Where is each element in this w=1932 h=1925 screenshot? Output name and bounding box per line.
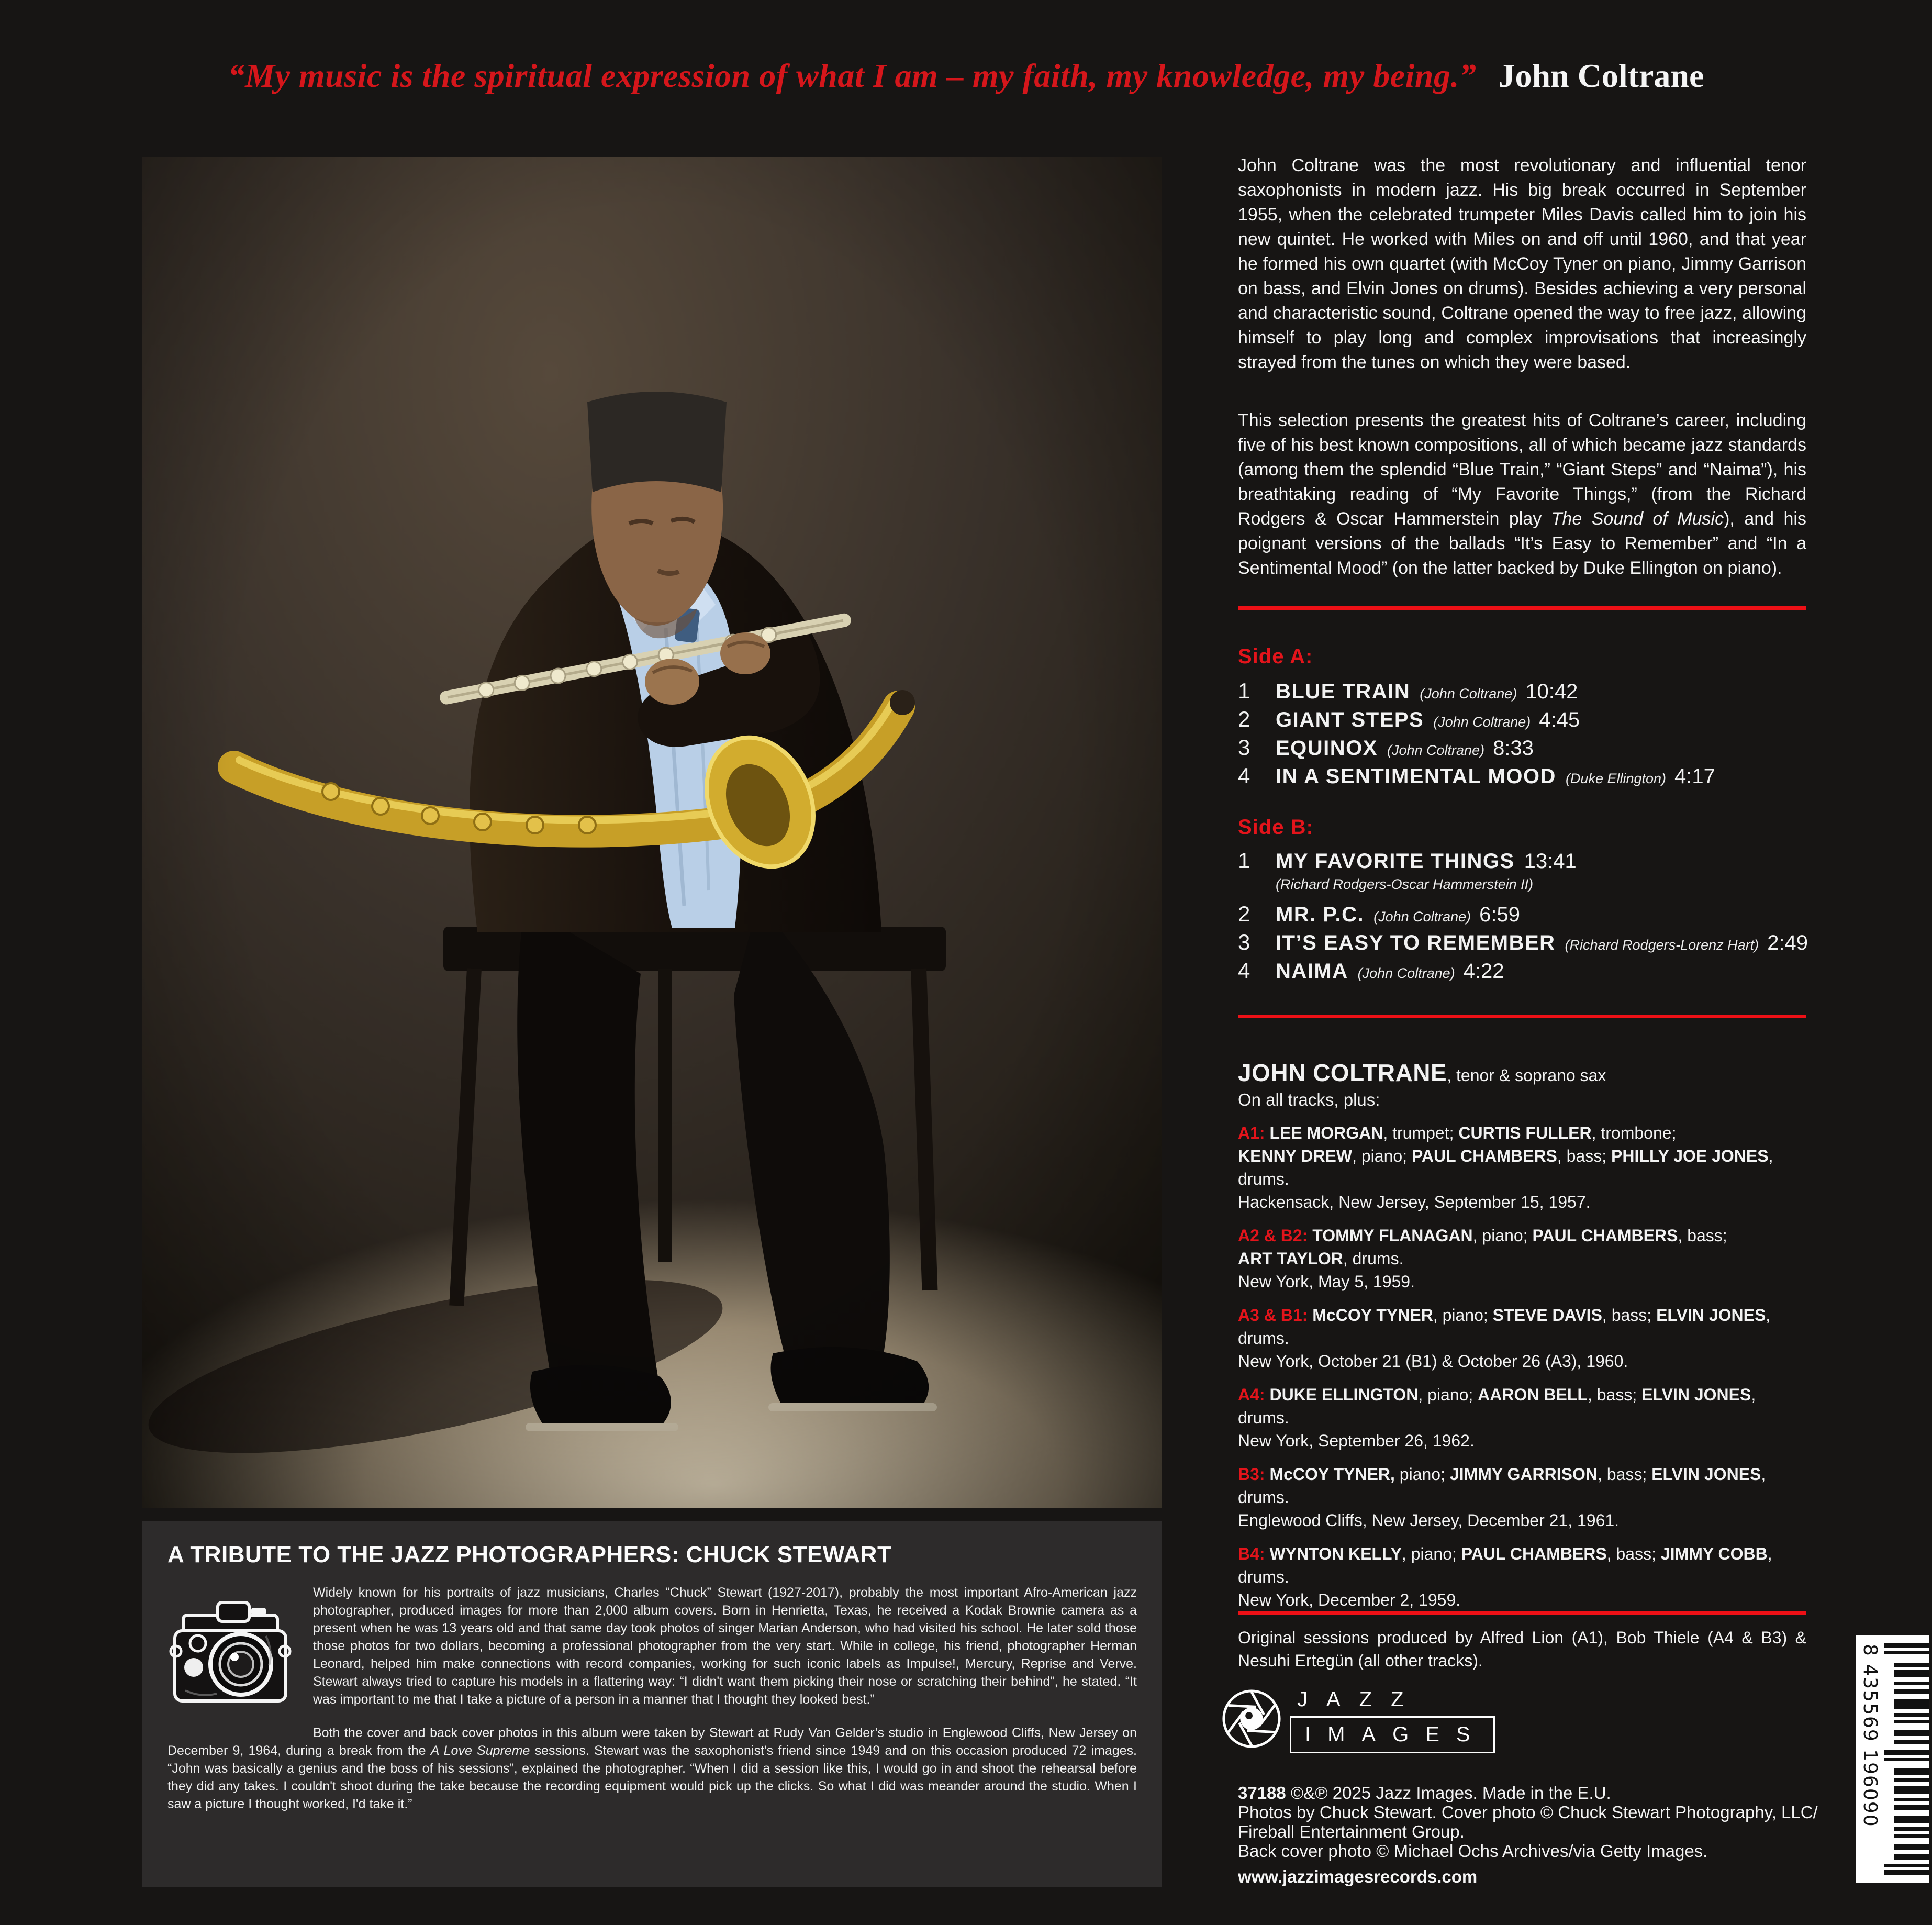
instrument-text: , piano; xyxy=(1401,1544,1461,1563)
musician-name: ELVIN JONES xyxy=(1656,1306,1766,1325)
track-time: 10:42 xyxy=(1525,680,1578,703)
instrument-text: , bass; xyxy=(1557,1147,1612,1165)
instrument-text: , piano; xyxy=(1352,1147,1412,1165)
tribute-title: A TRIBUTE TO THE JAZZ PHOTOGRAPHERS: CHUCK STEWART xyxy=(167,1542,892,1567)
instrument-text: , bass; xyxy=(1678,1226,1727,1245)
personnel-note: On all tracks, plus: xyxy=(1238,1090,1380,1109)
track-row xyxy=(1238,678,1806,707)
track-time: 13:41 xyxy=(1524,850,1577,873)
session-location: Englewood Cliffs, New Jersey, December 21, 1961. xyxy=(1238,1511,1620,1530)
musician-name: STEVE DAVIS xyxy=(1492,1306,1602,1325)
instrument-text: , piano; xyxy=(1472,1226,1533,1245)
intro-paragraph-2 xyxy=(1238,408,1806,581)
personnel-label: A4: xyxy=(1238,1385,1270,1404)
personnel-line xyxy=(1238,1542,1806,1588)
produced-by-text: Original sessions produced by Alfred Lion (A1), Bob Thiele (A4 & B3) & Nesuhi Ertegün (all other tracks). xyxy=(1238,1628,1806,1670)
track-title: MY FAVORITE THINGS xyxy=(1276,850,1515,873)
musician-name: PAUL CHAMBERS xyxy=(1411,1147,1557,1165)
divider-2 xyxy=(1238,1015,1806,1018)
track-number: 1 xyxy=(1238,678,1250,703)
track-composer: (John Coltrane) xyxy=(1420,686,1517,702)
track-row xyxy=(1238,707,1806,735)
track-row xyxy=(1238,848,1806,876)
musician-name: CURTIS FULLER xyxy=(1458,1123,1592,1142)
track-time: 4:22 xyxy=(1463,960,1504,983)
track-composer: (John Coltrane) xyxy=(1373,909,1471,925)
personnel-line xyxy=(1238,1463,1806,1509)
personnel-line xyxy=(1238,1144,1806,1190)
musician-name: McCOY TYNER, xyxy=(1269,1465,1395,1484)
musician-name: JIMMY GARRISON xyxy=(1449,1465,1598,1484)
track-number: 1 xyxy=(1238,848,1250,873)
divider-1 xyxy=(1238,606,1806,610)
personnel-entry xyxy=(1238,1383,1806,1452)
instrument-text: piano; xyxy=(1394,1465,1450,1484)
track-number: 2 xyxy=(1238,902,1250,926)
instrument-text: , drums. xyxy=(1238,1465,1766,1507)
track-time: 8:33 xyxy=(1493,737,1534,760)
text-segment: ), and his poignant versions of the ballads “It’s Easy to Remember” and “In a Sentimental Mood” (on the latter backed by Duke Ellington on piano). xyxy=(1238,509,1806,578)
track-composer: (John Coltrane) xyxy=(1433,714,1531,730)
camera-illustration xyxy=(167,1586,293,1732)
instrument-text: , drums. xyxy=(1238,1385,1756,1427)
quote-author: John Coltrane xyxy=(1498,57,1704,94)
musician-name: ELVIN JONES xyxy=(1641,1385,1751,1404)
session-location: Hackensack, New Jersey, September 15, 1957. xyxy=(1238,1193,1591,1211)
musician-name: KENNY DREW xyxy=(1238,1147,1353,1165)
instrument-text: , trumpet; xyxy=(1383,1123,1459,1142)
track-title: MR. P.C. xyxy=(1276,903,1365,926)
instrument-text: , bass; xyxy=(1587,1385,1642,1404)
personnel-entry xyxy=(1238,1463,1806,1532)
musician-name: AARON BELL xyxy=(1478,1385,1588,1404)
divider-3 xyxy=(1238,1611,1806,1615)
track-composer: (Richard Rodgers-Oscar Hammerstein II) xyxy=(1276,876,1534,892)
text-segment: The Sound of Music xyxy=(1551,509,1724,529)
instrument-text: , drums. xyxy=(1238,1147,1773,1188)
personnel-label: B3: xyxy=(1238,1465,1270,1484)
camera-icon xyxy=(167,1586,293,1732)
personnel-line xyxy=(1238,1383,1806,1429)
track-title: BLUE TRAIN xyxy=(1276,680,1411,703)
catalog-line xyxy=(1238,1783,1866,1802)
session-location: New York, May 5, 1959. xyxy=(1238,1272,1415,1291)
personnel-line xyxy=(1238,1121,1806,1144)
tribute-paragraph-1 xyxy=(167,1584,1137,1708)
personnel-entry xyxy=(1238,1121,1806,1214)
track-composer: (Duke Ellington) xyxy=(1565,771,1667,786)
musician-name: WYNTON KELLY xyxy=(1269,1544,1402,1563)
leader-name: JOHN COLTRANE xyxy=(1238,1059,1447,1086)
logo-jazz-text: JAZZ xyxy=(1297,1688,1423,1711)
musician-name: LEE MORGAN xyxy=(1269,1123,1383,1142)
logo-images-text: IMAGES xyxy=(1290,1716,1495,1753)
side-b-header: Side B: xyxy=(1238,816,1314,839)
musician-name: ELVIN JONES xyxy=(1651,1465,1761,1484)
personnel-entry xyxy=(1238,1224,1806,1293)
session-location: New York, October 21 (B1) & October 26 (A3), 1960. xyxy=(1238,1352,1628,1371)
track-number: 4 xyxy=(1238,763,1250,788)
side-a-track-list xyxy=(1238,678,1806,792)
musician-name: PAUL CHAMBERS xyxy=(1461,1544,1607,1563)
instrument-text: , drums. xyxy=(1238,1544,1772,1586)
track-title: GIANT STEPS xyxy=(1276,708,1424,731)
personnel-label: A2 & B2: xyxy=(1238,1226,1313,1245)
quote-text: “My music is the spiritual expression of what I am – my faith, my knowledge, my being.” xyxy=(228,57,1477,94)
coltrane-photo xyxy=(142,157,1162,1508)
track-number: 4 xyxy=(1238,958,1250,983)
side-b-track-list xyxy=(1238,848,1806,986)
personnel-line xyxy=(1238,1247,1806,1270)
track-number: 3 xyxy=(1238,735,1250,760)
session-location: New York, December 2, 1959. xyxy=(1238,1590,1461,1609)
instrument-text: , bass; xyxy=(1597,1465,1652,1484)
tribute-panel xyxy=(142,1521,1162,1887)
track-row xyxy=(1238,735,1806,763)
text-segment: This selection presents the greatest hits of Coltrane’s career, including five of his best known compositions, all of which became jazz standards (among them the splendid “Blue Train,” “Giant Steps” and “Naima”), his breathtaking reading of “My Favorite Things,” (from the Richard Rodgers & Oscar Hammerstein play xyxy=(1238,410,1806,529)
text-segment: sessions. Stewart was the saxophonist's friend since 1949 and on this occasion produced 72 images. “John was basically a genius and the boss of his sessions”, explained the photographer. “When I did a session like this, I would go in and shoot the rehearsal before they did any takes. I couldn't shoot during the take because the recording equipment would pick up the clicks. So what I did was meander around the studio. When I saw a picture I thought worked, I'd take it.” xyxy=(167,1743,1137,1811)
personnel-label: A1: xyxy=(1238,1123,1270,1142)
track-composer: (John Coltrane) xyxy=(1357,965,1455,981)
catalog-number: 37188 xyxy=(1238,1783,1286,1802)
track-row xyxy=(1238,930,1806,958)
catalog-block xyxy=(1238,1783,1866,1886)
leader-instrument: , tenor & soprano sax xyxy=(1447,1066,1606,1085)
credits-line-2: Fireball Entertainment Group. xyxy=(1238,1822,1465,1841)
musician-name: PAUL CHAMBERS xyxy=(1532,1226,1678,1245)
track-row xyxy=(1238,763,1806,792)
aperture-icon xyxy=(1221,1688,1282,1750)
personnel-entry xyxy=(1238,1304,1806,1373)
tribute-paragraph-2 xyxy=(167,1724,1137,1813)
track-number: 2 xyxy=(1238,707,1250,731)
musician-name: JIMMY COBB xyxy=(1660,1544,1768,1563)
track-number: 3 xyxy=(1238,930,1250,954)
musician-name: TOMMY FLANAGAN xyxy=(1312,1226,1473,1245)
session-location: New York, September 26, 1962. xyxy=(1238,1431,1475,1450)
personnel-line xyxy=(1238,1224,1806,1247)
website-text: www.jazzimagesrecords.com xyxy=(1238,1867,1478,1886)
credits-line-1: Photos by Chuck Stewart. Cover photo © Chuck Stewart Photography, LLC/ xyxy=(1238,1802,1818,1822)
instrument-text: , drums. xyxy=(1343,1249,1404,1268)
personnel-list xyxy=(1238,1121,1806,1672)
instrument-text: , trombone; xyxy=(1591,1123,1677,1142)
track-row xyxy=(1238,902,1806,930)
track-title: IT’S EASY TO REMEMBER xyxy=(1276,931,1556,954)
instrument-text: , piano; xyxy=(1433,1306,1493,1325)
personnel-label: A3 & B1: xyxy=(1238,1306,1313,1325)
instrument-text: , drums. xyxy=(1238,1306,1771,1348)
side-a-header: Side A: xyxy=(1238,645,1313,668)
copyright-text: ©&℗ 2025 Jazz Images. Made in the E.U. xyxy=(1286,1783,1611,1802)
tribute-paragraph-1-text: Widely known for his portraits of jazz musicians, Charles “Chuck” Stewart (1927-2017), probably the most important Afro-American jazz photographer, produced images for more than 2,000 album covers. Born in Henrietta, Texas, he received a Kodak Brownie camera as a present when he was 13 years old and that same day took photos of singer Marian Anderson, who had visited his school. He later sold those those photos for two dollars, becoming a professional photographer from the very start. While in college, his friend, photographer Herman Leonard, helped him make connections with record companies, working for such iconic labels as Impulse!, Mercury, Reprise and Verve. Stewart always tried to capture his models in a flattering way: “I didn't want them picking their nose or scratching their behind”, he stated. “It was important to me that I take a picture of a person in a manner that I thought they looked best.” xyxy=(313,1585,1137,1707)
intro-paragraph-1: John Coltrane was the most revolutionary and influential tenor saxophonists in modern jazz. His big break occurred in September 1955, when the celebrated trumpeter Miles Davis called him to join his new quintet. He worked with Miles on and off until 1960, and that year he formed his own quartet (with McCoy Tyner on piano, Jimmy Garrison on bass, and Elvin Jones on drums). Besides achieving a very personal and characteristic sound, Coltrane opened the way to free jazz, allowing himself to play long and complex improvisations that increasingly strayed from the tunes on which they were based. xyxy=(1238,155,1806,372)
instrument-text: , piano; xyxy=(1418,1385,1478,1404)
track-title: IN A SENTIMENTAL MOOD xyxy=(1276,765,1556,788)
track-title: EQUINOX xyxy=(1276,737,1378,760)
track-time: 4:45 xyxy=(1539,708,1580,731)
instrument-text: , bass; xyxy=(1602,1306,1657,1325)
barcode-bars xyxy=(1884,1643,1929,1875)
quote-line xyxy=(0,57,1932,95)
track-composer: (John Coltrane) xyxy=(1387,742,1485,758)
track-composer: (Richard Rodgers-Lorenz Hart) xyxy=(1565,937,1759,953)
text-segment: A Love Supreme xyxy=(430,1743,530,1758)
instrument-text: , bass; xyxy=(1606,1544,1661,1563)
musician-name: PHILLY JOE JONES xyxy=(1611,1147,1769,1165)
personnel-label: B4: xyxy=(1238,1544,1270,1563)
track-time: 4:17 xyxy=(1674,765,1715,788)
personnel-line xyxy=(1238,1304,1806,1350)
text-segment: Both the cover and back cover photos in this album were taken by Stewart at Rudy Van Gelder’s studio in Englewood Cliffs, New Jersey on December 9, 1964, during a break from the xyxy=(167,1726,1137,1758)
credits-line-3: Back cover photo © Michael Ochs Archives/via Getty Images. xyxy=(1238,1841,1708,1861)
barcode-number: 8 435569 196090 xyxy=(1859,1644,1881,1828)
track-title: NAIMA xyxy=(1276,960,1348,983)
photo-vignette xyxy=(142,157,1162,1508)
track-time: 2:49 xyxy=(1767,931,1808,954)
track-time: 6:59 xyxy=(1479,903,1521,926)
barcode xyxy=(1856,1635,1929,1883)
musician-name: ART TAYLOR xyxy=(1238,1249,1343,1268)
musician-name: DUKE ELLINGTON xyxy=(1269,1385,1419,1404)
jazz-images-logo xyxy=(1221,1685,1514,1755)
track-row xyxy=(1238,958,1806,986)
personnel-entry xyxy=(1238,1542,1806,1611)
musician-name: McCOY TYNER xyxy=(1312,1306,1433,1325)
personnel-leader-line xyxy=(1238,1059,1806,1087)
